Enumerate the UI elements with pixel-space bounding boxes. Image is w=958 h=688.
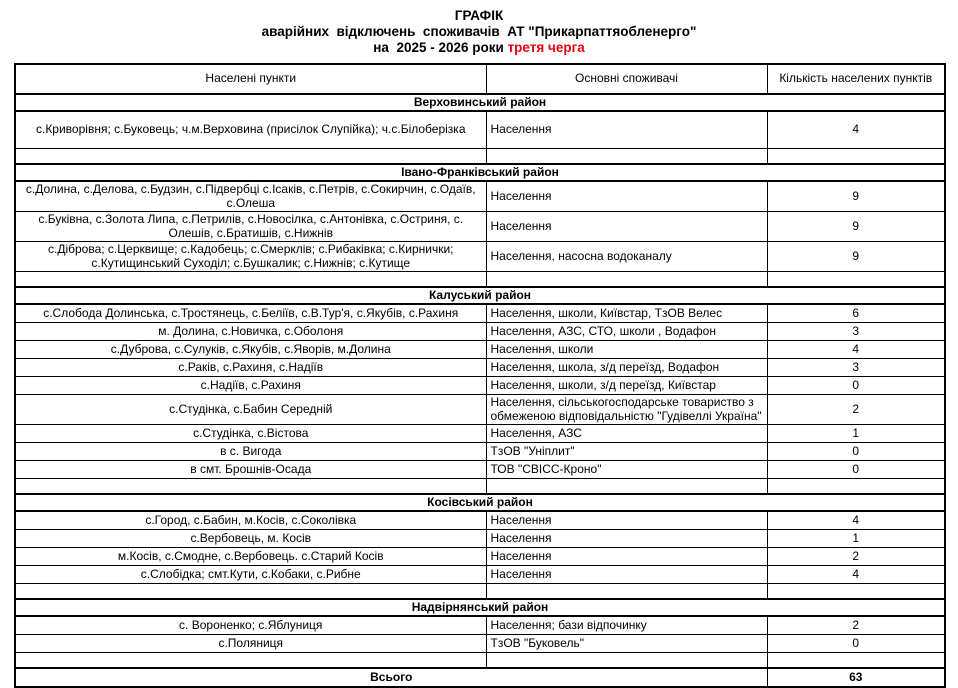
- cell-consumers: Населення, школи, Київстар, ТзОВ Велес: [486, 304, 767, 323]
- section-header-row: [15, 94, 945, 111]
- cell-count: 9: [767, 212, 945, 242]
- cell-settlements: м.Косів, с.Смодне, с.Вербовець. с.Старий Косів: [15, 548, 486, 566]
- table-row: [15, 304, 945, 323]
- cell-settlements: с.Слобода Долинська, с.Тростянець, с.Беліїв, с.В.Тур'я, с.Якубів, с.Рахиня: [15, 304, 486, 323]
- section-title: Косівський район: [15, 494, 945, 511]
- spacer-cell: [15, 149, 486, 165]
- cell-consumers: Населення, АЗС, СТО, школи , Водафон: [486, 323, 767, 341]
- section-title: Верховинський район: [15, 94, 945, 111]
- header-row: [15, 64, 945, 94]
- spacer-row: [15, 653, 945, 669]
- cell-settlements: с.Студінка, с.Вістова: [15, 425, 486, 443]
- section-header-row: [15, 164, 945, 181]
- cell-settlements: с.Криворівня; с.Буковець; ч.м.Верховина (присілок Слупійка); ч.с.Білоберізка: [15, 111, 486, 149]
- cell-settlements: с.Буківна, с.Золота Липа, с.Петрилів, с.Новосілка, с.Антонівка, с.Остриня, с. Олешів, с.Братишів, с.Нижнів: [15, 212, 486, 242]
- spacer-cell: [486, 149, 767, 165]
- cell-count: 6: [767, 304, 945, 323]
- cell-count: 3: [767, 359, 945, 377]
- cell-settlements: с.Поляниця: [15, 635, 486, 653]
- cell-count: 1: [767, 425, 945, 443]
- cell-consumers: Населення: [486, 111, 767, 149]
- cell-consumers: Населення, школи, з/д переїзд, Київстар: [486, 377, 767, 395]
- title-line-3-highlight: третя черга: [507, 40, 585, 55]
- cell-consumers: Населення: [486, 566, 767, 584]
- cell-count: 2: [767, 395, 945, 425]
- header-consumers: Основні споживачі: [486, 64, 767, 94]
- table-header: [15, 64, 945, 94]
- cell-consumers: ТзОВ "Буковель": [486, 635, 767, 653]
- section-title: Калуський район: [15, 287, 945, 304]
- cell-count: 0: [767, 635, 945, 653]
- cell-count: 4: [767, 511, 945, 530]
- cell-count: 0: [767, 377, 945, 395]
- table-row: [15, 511, 945, 530]
- total-value: 63: [767, 668, 945, 687]
- cell-count: 0: [767, 443, 945, 461]
- cell-count: 3: [767, 323, 945, 341]
- cell-consumers: Населення, школи: [486, 341, 767, 359]
- cell-consumers: Населення; бази відпочинку: [486, 616, 767, 635]
- section-title: Івано-Франківський район: [15, 164, 945, 181]
- cell-count: 9: [767, 242, 945, 272]
- table-row: [15, 530, 945, 548]
- cell-consumers: ТОВ "СВІСС-Кроно": [486, 461, 767, 479]
- title-line-3-prefix: на 2025 - 2026 роки: [373, 40, 508, 55]
- table-row: [15, 212, 945, 242]
- table-row: [15, 341, 945, 359]
- document-title: [0, 8, 958, 56]
- spacer-cell: [767, 479, 945, 495]
- spacer-cell: [767, 149, 945, 165]
- spacer-cell: [486, 584, 767, 600]
- table-row: [15, 181, 945, 212]
- cell-settlements: в с. Вигода: [15, 443, 486, 461]
- cell-settlements: с.Слобідка; смт.Кути, с.Кобаки, с.Рибне: [15, 566, 486, 584]
- table-row: [15, 566, 945, 584]
- cell-settlements: с.Город, с.Бабин, м.Косів, с.Соколівка: [15, 511, 486, 530]
- spacer-row: [15, 272, 945, 288]
- table-row: [15, 616, 945, 635]
- cell-count: 4: [767, 566, 945, 584]
- cell-count: 2: [767, 616, 945, 635]
- spacer-cell: [15, 584, 486, 600]
- cell-settlements: с.Надіїв, с.Рахиня: [15, 377, 486, 395]
- table-row: [15, 395, 945, 425]
- section-header-row: [15, 287, 945, 304]
- cell-settlements: с.Студінка, с.Бабин Середній: [15, 395, 486, 425]
- cell-count: 1: [767, 530, 945, 548]
- cell-count: 4: [767, 341, 945, 359]
- table-row: [15, 461, 945, 479]
- cell-consumers: Населення, школа, з/д переїзд, Водафон: [486, 359, 767, 377]
- spacer-row: [15, 584, 945, 600]
- cell-consumers: ТзОВ "Уніплит": [486, 443, 767, 461]
- cell-consumers: Населення: [486, 530, 767, 548]
- cell-consumers: Населення, АЗС: [486, 425, 767, 443]
- outage-schedule-table: [14, 63, 946, 688]
- table-row: [15, 111, 945, 149]
- cell-settlements: с.Вербовець, м. Косів: [15, 530, 486, 548]
- table-row: [15, 548, 945, 566]
- spacer-cell: [486, 653, 767, 669]
- spacer-cell: [15, 272, 486, 288]
- cell-count: 0: [767, 461, 945, 479]
- total-row: [15, 668, 945, 687]
- cell-consumers: Населення, насосна водоканалу: [486, 242, 767, 272]
- cell-settlements: м. Долина, с.Новичка, с.Оболоня: [15, 323, 486, 341]
- spacer-cell: [15, 653, 486, 669]
- spacer-cell: [15, 479, 486, 495]
- title-line-3: [0, 40, 958, 56]
- table-row: [15, 359, 945, 377]
- cell-consumers: Населення, сільськогосподарське товариство з обмеженою відповідальністю "Гудівеллі Україна": [486, 395, 767, 425]
- table-row: [15, 635, 945, 653]
- cell-settlements: в смт. Брошнів-Осада: [15, 461, 486, 479]
- cell-count: 9: [767, 181, 945, 212]
- cell-consumers: Населення: [486, 212, 767, 242]
- table-row: [15, 443, 945, 461]
- header-count: Кількість населених пунктів: [767, 64, 945, 94]
- cell-count: 2: [767, 548, 945, 566]
- section-title: Надвірнянський район: [15, 599, 945, 616]
- table-row: [15, 377, 945, 395]
- cell-settlements: с.Долина, с.Делова, с.Будзин, с.Підвербці с.Ісаків, с.Петрів, с.Сокирчин, с.Одаїв, с.Олеша: [15, 181, 486, 212]
- spacer-row: [15, 479, 945, 495]
- table-row: [15, 323, 945, 341]
- cell-settlements: с.Діброва; с.Церквище; с.Кадобець; с.Смерклів; с.Рибаківка; с.Кирнички; с.Кутищинський Суходіл; с.Бушкалик; с.Нижнів; с.Кутище: [15, 242, 486, 272]
- cell-consumers: Населення: [486, 511, 767, 530]
- cell-consumers: Населення: [486, 181, 767, 212]
- cell-count: 4: [767, 111, 945, 149]
- spacer-cell: [767, 584, 945, 600]
- cell-settlements: с.Раків, с.Рахиня, с.Надіїв: [15, 359, 486, 377]
- table-row: [15, 425, 945, 443]
- cell-settlements: с. Вороненко; с.Яблуниця: [15, 616, 486, 635]
- spacer-cell: [486, 272, 767, 288]
- cell-settlements: с.Дуброва, с.Сулуків, с.Якубів, с.Яворів, м.Долина: [15, 341, 486, 359]
- spacer-cell: [486, 479, 767, 495]
- spacer-row: [15, 149, 945, 165]
- table-body: [15, 94, 945, 668]
- total-label: Всього: [15, 668, 767, 687]
- section-header-row: [15, 599, 945, 616]
- spacer-cell: [767, 653, 945, 669]
- title-line-2: аварійних відключень споживачів АТ "Прикарпаттяобленерго": [261, 24, 697, 39]
- table-footer: [15, 668, 945, 687]
- title-line-1: ГРАФІК: [454, 8, 504, 23]
- section-header-row: [15, 494, 945, 511]
- cell-consumers: Населення: [486, 548, 767, 566]
- table-row: [15, 242, 945, 272]
- header-settlements: Населені пункти: [15, 64, 486, 94]
- spacer-cell: [767, 272, 945, 288]
